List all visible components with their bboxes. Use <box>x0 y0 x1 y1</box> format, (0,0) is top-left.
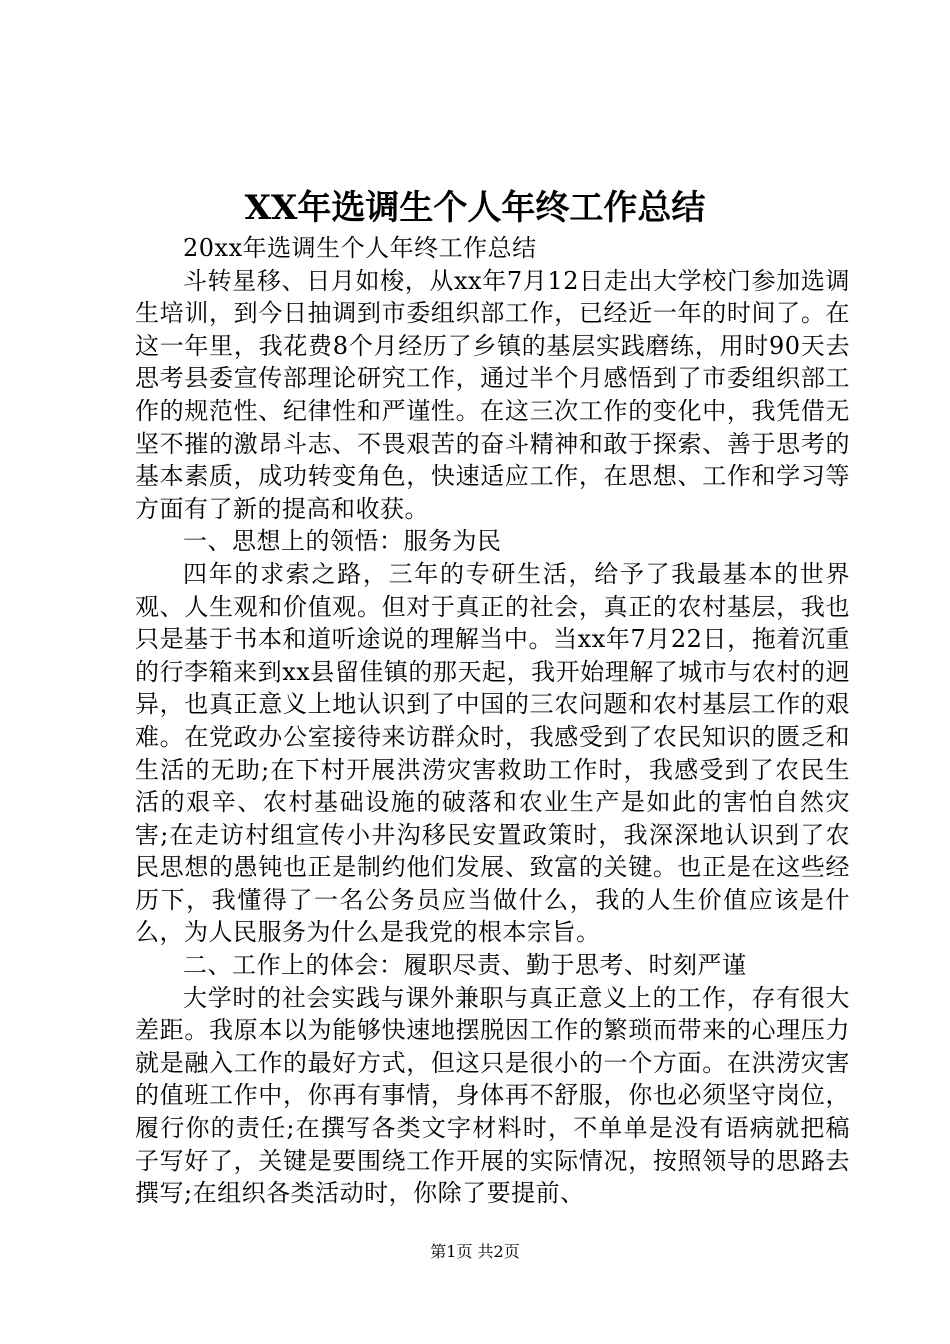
paragraph-section-1: 四年的求索之路，三年的专研生活，给予了我最基本的世界观、人生观和价值观。但对于真正的社会，真正的农村基层，我也只是基于书本和道听途说的理解当中。当xx年7月22日，拖着沉重的行李箱来到xx县留佳镇的那天起，我开始理解了城市与农村的迥异，也真正意义上地认识到了中国的三农问题和农村基层工作的艰难。在党政办公室接待来访群众时，我感受到了农民知识的匮乏和生活的无助;在下村开展洪涝灾害救助工作时，我感受到了农民生活的艰辛、农村基础设施的破落和农业生产是如此的害怕自然灾害;在走访村组宣传小井沟移民安置政策时，我深深地认识到了农民思想的愚钝也正是制约他们发展、致富的关键。也正是在这些经历下，我懂得了一名公务员应当做什么，我的人生价值应该是什么，为人民服务为什么是我党的根本宗旨。 <box>135 559 850 947</box>
document-subtitle: 20xx年选调生个人年终工作总结 <box>183 234 537 262</box>
section-heading-1: 一、思想上的领悟：服务为民 <box>183 527 502 556</box>
paragraph-intro: 斗转星移、日月如梭，从xx年7月12日走出大学校门参加选调生培训，到今日抽调到市委组织部工作，已经近一年的时间了。在这一年里，我花费8个月经历了乡镇的基层实践磨练，用时90天去思考县委宣传部理论研究工作，通过半个月感悟到了市委组织部工作的规范性、纪律性和严谨性。在这三次工作的变化中，我凭借无坚不摧的激昂斗志、不畏艰苦的奋斗精神和敢于探索、善于思考的基本素质，成功转变角色，快速适应工作，在思想、工作和学习等方面有了新的提高和收获。 <box>135 266 850 523</box>
paragraph-section-2: 大学时的社会实践与课外兼职与真正意义上的工作，存有很大差距。我原本以为能够快速地摆脱因工作的繁琐而带来的心理压力就是融入工作的最好方式，但这只是很小的一个方面。在洪涝灾害的值班工作中，你再有事情，身体再不舒服，你也必须坚守岗位，履行你的责任;在撰写各类文字材料时，不单单是没有语病就把稿子写好了，关键是要围绕工作开展的实际情况，按照领导的思路去撰写;在组织各类活动时，你除了要提前、 <box>135 983 850 1208</box>
document-title: XX年选调生个人年终工作总结 <box>244 188 706 228</box>
page-number-footer: 第1页 共2页 <box>430 1242 520 1261</box>
document-body <box>135 232 850 1210</box>
section-heading-2: 二、工作上的体会：履职尽责、勤于思考、时刻严谨 <box>183 951 747 980</box>
